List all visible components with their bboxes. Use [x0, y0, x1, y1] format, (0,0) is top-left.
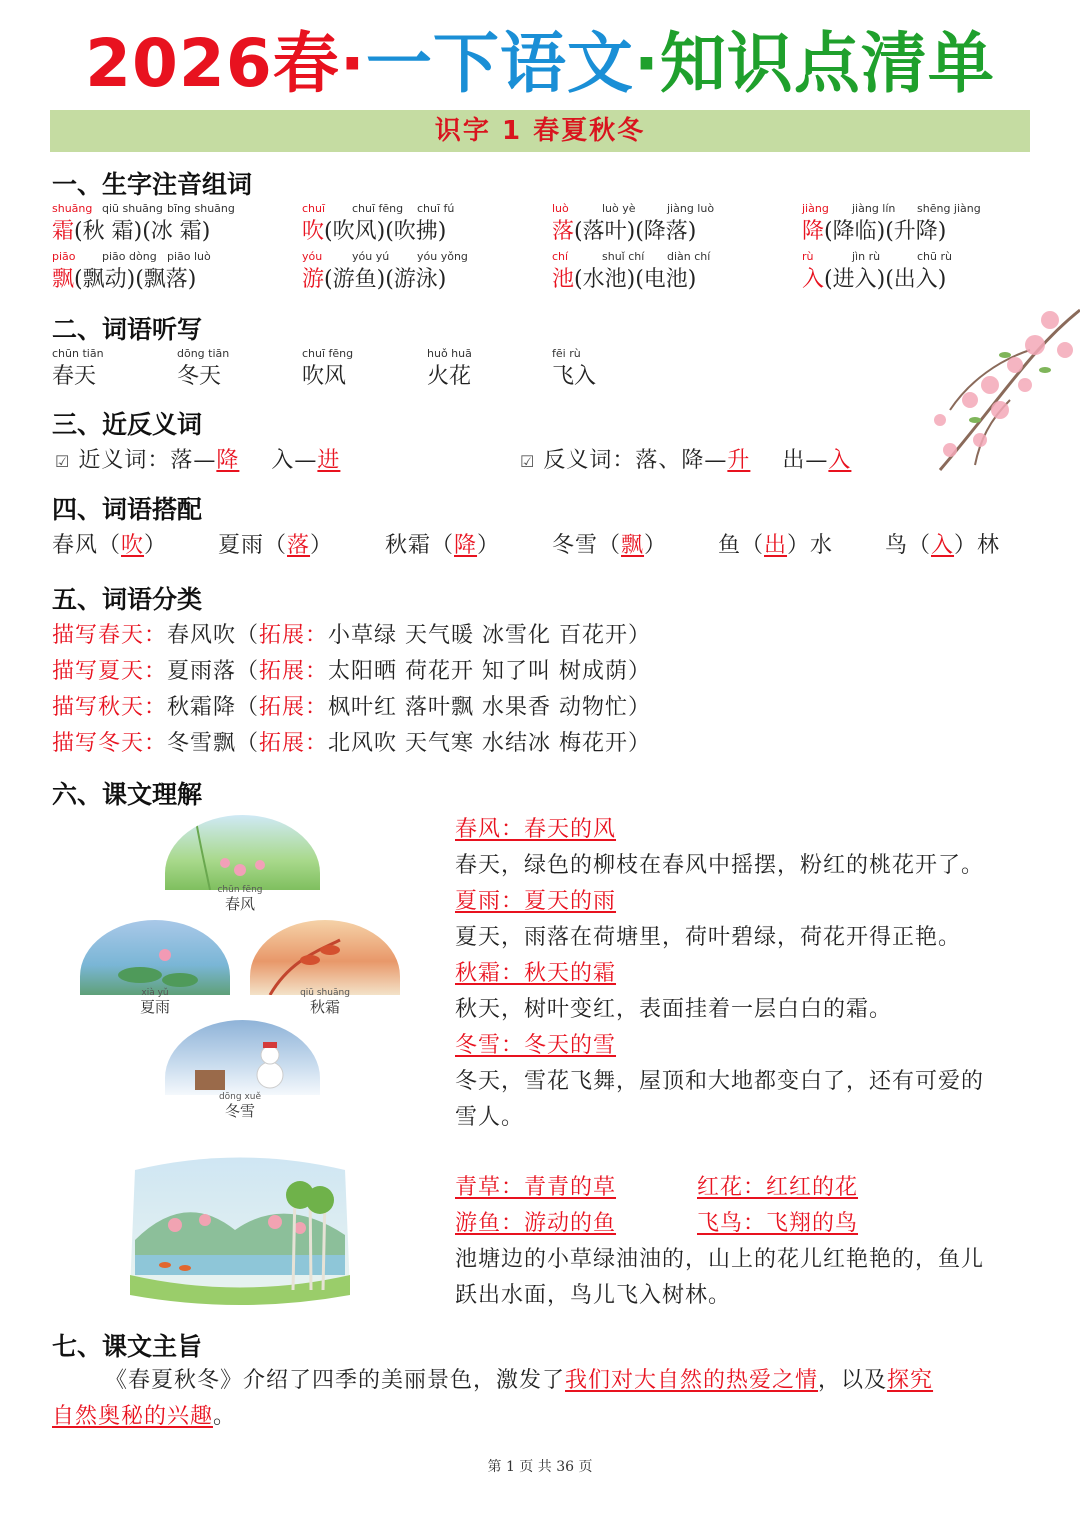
classify-word: 秋霜降（: [167, 695, 260, 720]
understanding-heading: 秋霜：秋天的霜: [455, 961, 617, 986]
word-pinyin: jìn rù: [852, 250, 881, 263]
understanding-heading: 冬雪：冬天的雪: [455, 1033, 617, 1058]
word-pinyin: chuī fú: [417, 202, 455, 215]
fan-label: 秋霜: [309, 998, 340, 1016]
dictation-word: 火花: [427, 364, 472, 389]
section-heading-7: 七、课文主旨: [52, 1332, 203, 1361]
scene-text-2: 跃出水面，鸟儿飞入树林。: [455, 1283, 732, 1308]
word-2: (吹拂): [385, 219, 447, 244]
understanding-heading: 夏雨：夏天的雨: [455, 889, 617, 914]
char-entry: [302, 214, 446, 245]
char-pinyin: chuī: [302, 202, 326, 215]
word-pair-row-1: 青草：青青的草: [455, 1175, 617, 1200]
char-pinyin: jiàng: [802, 202, 829, 215]
dictation-pinyin: huǒ huā: [427, 347, 472, 360]
section-heading-1: 一、生字注音组词: [52, 170, 253, 199]
word-pinyin: qiū shuāng: [102, 202, 163, 215]
dictation-pinyin: fēi rù: [552, 347, 581, 360]
classify-row: [52, 618, 651, 649]
classify-word: 夏雨落（: [167, 659, 260, 684]
char: 霜: [52, 219, 75, 244]
collocation: [52, 528, 167, 559]
lesson-banner: 识字 1 春夏秋冬: [50, 110, 1030, 152]
section-heading-2: 二、词语听写: [52, 315, 203, 344]
char-entry: [552, 262, 696, 293]
classify-items: 小草绿 天气暖 冰雪化 百花开）: [328, 623, 652, 648]
dictation-pinyin: dōng tiān: [177, 347, 230, 360]
dictation-word: 春天: [52, 364, 97, 389]
fan-label: 夏雨: [139, 998, 170, 1016]
summer-fan-illustration: [80, 920, 230, 995]
classify-items: 枫叶红 落叶飘 水果香 动物忙）: [328, 695, 652, 720]
collocation-pre: 冬雪（: [552, 533, 622, 558]
char-entry: [802, 214, 946, 245]
word-1: (水池): [574, 267, 636, 292]
word-pinyin: yóu yú: [352, 250, 390, 263]
page-title: 2026春·一下语文·知识点清单: [85, 25, 995, 102]
theme-text-2: 自然奥秘的兴趣。: [52, 1404, 237, 1429]
collocation-pre: 鱼（: [718, 533, 765, 558]
word-1: (落叶): [574, 219, 636, 244]
collocation: [552, 528, 667, 559]
collocation-post: ）水: [787, 533, 834, 558]
fan-pinyin: chūn fēng: [217, 885, 263, 895]
section-heading-4: 四、词语搭配: [52, 495, 203, 524]
collocation-pre: 鸟（: [885, 533, 932, 558]
char-entry: [802, 262, 946, 293]
char-entry: [52, 214, 210, 245]
collocation: [885, 528, 1000, 559]
word-2: (游泳): [385, 267, 447, 292]
char: 游: [302, 267, 325, 292]
collocation-pre: 秋霜（: [385, 533, 455, 558]
collocation: [218, 528, 333, 559]
collocation-answer: 降: [454, 533, 478, 558]
classify-ext-label: 拓展：: [259, 659, 329, 684]
word-2: (降落): [635, 219, 697, 244]
understanding-text: 冬天，雪花飞舞，屋顶和大地都变白了，还有可爱的: [455, 1069, 985, 1094]
word-2: (出入): [885, 267, 947, 292]
classify-ext-label: 拓展：: [259, 623, 329, 648]
theme-text-1: 《春夏秋冬》介绍了四季的美丽景色，激发了我们对大自然的热爱之情，以及探究: [105, 1368, 934, 1393]
classify-label: 描写夏天：: [52, 659, 168, 684]
understanding-text: 雪人。: [455, 1105, 525, 1130]
char-entry: [302, 262, 446, 293]
word-1: (秋 霜): [74, 219, 143, 244]
word-2: (冰 霜): [142, 219, 211, 244]
word-pinyin: piāo dòng: [102, 250, 157, 263]
word-1: (飘动): [74, 267, 136, 292]
word-pinyin: bīng shuāng: [167, 202, 235, 215]
collocation-answer: 入: [931, 533, 955, 558]
classify-ext-label: 拓展：: [259, 695, 329, 720]
collocation-answer: 出: [764, 533, 788, 558]
fan-pinyin: qiū shuāng: [300, 988, 350, 998]
fan-pinyin: dōng xuě: [218, 1092, 262, 1102]
winter-fan-illustration: [165, 1020, 320, 1095]
word-pinyin: luò yè: [602, 202, 636, 215]
fan-label: 冬雪: [224, 1102, 255, 1120]
understanding-text: 春天，绿色的柳枝在春风中摇摆，粉红的桃花开了。: [455, 853, 985, 878]
classify-items: 北风吹 天气寒 水结冰 梅花开）: [328, 731, 652, 756]
understanding-text: 秋天，树叶变红，表面挂着一层白白的霜。: [455, 997, 893, 1022]
char: 降: [802, 219, 825, 244]
collocation-post: ）林: [954, 533, 1001, 558]
char-pinyin: piāo: [52, 250, 76, 263]
word-pair-row-2: 游鱼：游动的鱼: [455, 1211, 617, 1236]
word-2: (电池): [635, 267, 697, 292]
word-1: (游鱼): [324, 267, 386, 292]
char-entry: [552, 214, 696, 245]
word-1: (降临): [824, 219, 886, 244]
word-pinyin: shēng jiàng: [917, 202, 981, 215]
char: 吹: [302, 219, 325, 244]
antonyms-line: ☑ 反义词：落、降—升 出—入: [520, 448, 852, 473]
synonyms-line: ☑ 近义词：落—降 入—进: [55, 448, 341, 473]
fan-label: 春风: [224, 895, 255, 913]
page-footer: 第 1 页 共 36 页: [487, 1459, 593, 1475]
char-pinyin: yóu: [302, 250, 323, 263]
collocation-answer: 落: [287, 533, 311, 558]
checkbox-icon: ☑: [520, 452, 536, 471]
collocation-post: ）: [644, 533, 668, 558]
collocation: [385, 528, 500, 559]
char-pinyin: shuāng: [52, 202, 93, 215]
classify-label: 描写春天：: [52, 623, 168, 648]
char: 池: [552, 267, 575, 292]
dictation-pinyin: chuī fēng: [302, 347, 354, 360]
char-pinyin: rù: [802, 250, 814, 263]
collocation-pre: 夏雨（: [218, 533, 288, 558]
pond-landscape-illustration: [125, 1150, 355, 1310]
word-pinyin: piāo luò: [167, 250, 211, 263]
char-pinyin: luò: [552, 202, 569, 215]
fan-pinyin: xià yǔ: [141, 988, 169, 998]
classify-row: [52, 726, 651, 757]
collocation-post: ）: [144, 533, 168, 558]
word-pinyin: yóu yǒng: [417, 250, 468, 263]
word-pinyin: chū rù: [917, 250, 952, 263]
section-heading-5: 五、词语分类: [52, 585, 203, 614]
collocation-post: ）: [310, 533, 334, 558]
word-pinyin: diàn chí: [667, 250, 711, 263]
word-2: (飘落): [135, 267, 197, 292]
word-pinyin: jiàng lín: [852, 202, 896, 215]
char-pinyin: chí: [552, 250, 569, 263]
char-entry: [52, 262, 196, 293]
autumn-fan-illustration: [250, 920, 400, 995]
understanding-text: 夏天，雨落在荷塘里，荷叶碧绿，荷花开得正艳。: [455, 925, 962, 950]
classify-word: 冬雪飘（: [167, 731, 260, 756]
word-pair-row-1b: 红花：红红的花: [697, 1175, 859, 1200]
classify-word: 春风吹（: [167, 623, 260, 648]
char: 入: [802, 267, 825, 292]
dictation-pinyin: chūn tiān: [52, 347, 104, 360]
spring-fan-illustration: [165, 815, 320, 890]
dictation-word: 飞入: [552, 364, 597, 389]
char: 飘: [52, 267, 75, 292]
word-pinyin: shuǐ chí: [602, 250, 645, 263]
word-pinyin: chuī fēng: [352, 202, 404, 215]
word-1: (进入): [824, 267, 886, 292]
dictation-word: 吹风: [302, 364, 347, 389]
word-pinyin: jiàng luò: [667, 202, 715, 215]
classify-row: [52, 654, 651, 685]
checkbox-icon: ☑: [55, 452, 71, 471]
classify-items: 太阳晒 荷花开 知了叫 树成荫）: [328, 659, 652, 684]
collocation-post: ）: [477, 533, 501, 558]
classify-ext-label: 拓展：: [259, 731, 329, 756]
collocation-pre: 春风（: [52, 533, 122, 558]
classify-label: 描写秋天：: [52, 695, 168, 720]
understanding-heading: 春风：春天的风: [455, 817, 617, 842]
blossom-branch-illustration: [880, 290, 1080, 490]
classify-row: [52, 690, 651, 721]
collocation-answer: 吹: [121, 533, 145, 558]
classify-label: 描写冬天：: [52, 731, 168, 756]
section-heading-6: 六、课文理解: [52, 780, 203, 809]
word-pair-row-2b: 飞鸟：飞翔的鸟: [697, 1211, 859, 1236]
section-heading-3: 三、近反义词: [52, 410, 203, 439]
scene-text-1: 池塘边的小草绿油油的，山上的花儿红艳艳的，鱼儿: [455, 1247, 985, 1272]
collocation: [718, 528, 833, 559]
char: 落: [552, 219, 575, 244]
collocation-answer: 飘: [621, 533, 645, 558]
dictation-word: 冬天: [177, 364, 222, 389]
word-1: (吹风): [324, 219, 386, 244]
word-2: (升降): [885, 219, 947, 244]
